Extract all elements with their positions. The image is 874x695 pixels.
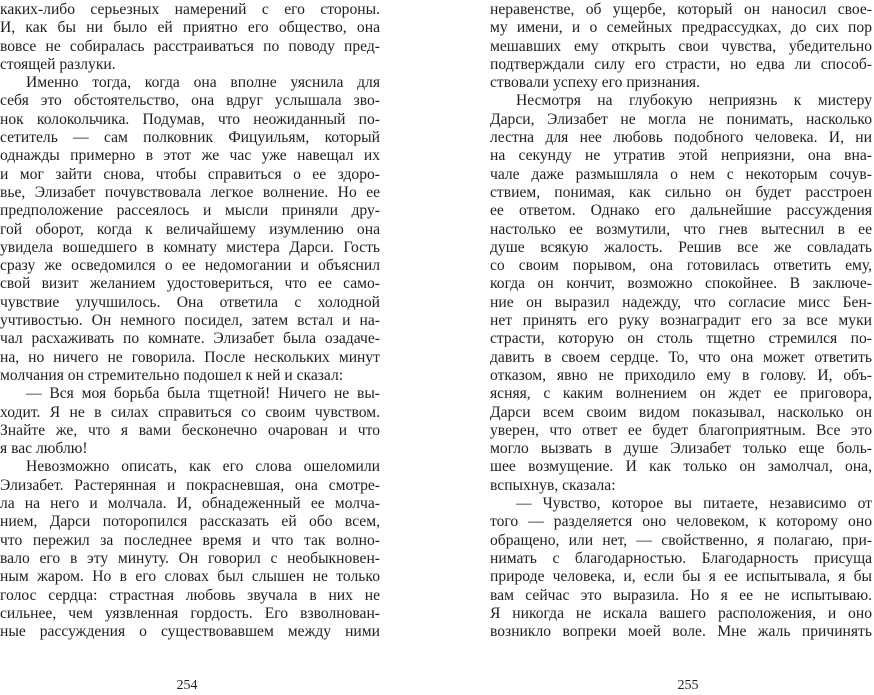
text-line: молчания он стремительно подошел к ней и сказал:: [0, 366, 344, 384]
text-line: ние он выразил надежду, что согласие мисс Бен-: [490, 293, 872, 311]
text-line: чувствие улучшилось. Она ответила с холодной: [0, 293, 380, 311]
paragraph: [490, 1, 872, 92]
text-line: вье, Элизабет почувствовала легкое волнение. Но ее: [0, 183, 380, 201]
text-line: настолько ее возмутили, что гнев вытеснил в ее: [490, 220, 872, 238]
text-line: ходит. Я не в силах справиться со своим чувством.: [0, 403, 380, 421]
text-line: возникло вопреки моей воле. Мне жаль причинять: [490, 623, 872, 641]
text-line: — Вся моя борьба была тщетной! Ничего не вы-: [26, 385, 380, 403]
text-line: стоящей разлуки.: [0, 55, 116, 73]
text-line: природе человека, и, если бы я ее испытывала, я бы: [490, 568, 872, 586]
text-line: со своим порывом, она готовилась ответить ему,: [490, 257, 872, 275]
page-number-left: 254: [176, 678, 198, 693]
text-line: обращено, или нет, — свойственно, я полагаю, при-: [490, 531, 872, 549]
text-line: учтивостью. Он немного посидел, затем встал и на-: [0, 312, 380, 330]
paragraph: [0, 74, 380, 385]
text-line: Несмотря на глубокую неприязнь к мистеру: [516, 92, 872, 110]
paragraph: [0, 385, 380, 458]
text-line: чал расхаживать по комнате. Элизабет была озадаче-: [0, 330, 380, 348]
text-line: ла на него и молчала. И, обнадеженный ее молча-: [0, 495, 380, 513]
text-line: вало его в эту минуту. Он говорил с необыкновен-: [0, 549, 380, 567]
text-line: что пережил за последнее время и что так волно-: [0, 531, 380, 549]
text-line: на, но ничего не говорила. После нескольких минут: [0, 348, 380, 366]
text-line: вовсе не собиралась расстраиваться по поводу пред-: [0, 37, 380, 55]
text-line: лестна для нее любовь подобного человека. И, ни: [490, 129, 872, 147]
text-line: Я никогда не искала вашего расположения, и оно: [490, 604, 872, 622]
text-line: ным жаром. Но в его словах был слышен не только: [0, 568, 380, 586]
paragraph: [490, 92, 872, 495]
text-line: сетитель — сам полковник Фицуильям, который: [0, 129, 380, 147]
text-line: нок колокольчика. Подумав, что неожиданный по-: [0, 110, 380, 128]
paragraph: [0, 1, 380, 74]
text-line: увидела вошедшего в комнату мистера Дарси. Гость: [0, 238, 380, 256]
text-line: предположение рассеялось и мысли приняли дру-: [0, 202, 380, 220]
text-line: однажды примерно в этот же час уже навещал их: [0, 147, 380, 165]
text-line: ясняя, с каким волнением он ждет ее приговора,: [490, 385, 872, 403]
text-line: му имени, и о семейных предрассудках, до сих пор: [490, 19, 872, 37]
text-line: гой оборот, когда к величайшему изумлению она: [0, 220, 380, 238]
text-line: шее возмущение. И как только он замолчал, она,: [490, 458, 872, 476]
text-line: каких-либо серьезных намерений с его стороны.: [0, 1, 380, 18]
text-line: могло вызвать в душе Элизабет только еще боль-: [490, 440, 872, 458]
text-line: вспыхнув, сказала:: [490, 476, 616, 494]
text-line: Знайте же, что я вами бесконечно очарован и что: [0, 421, 380, 439]
text-line: Невозможно описать, как его слова ошеломили: [26, 458, 380, 476]
text-line: уверен, что ответ ее будет благоприятным. Все это: [490, 421, 872, 439]
text-line: страсти, которую он столь тщетно стремился по-: [490, 330, 872, 348]
text-line: и мог зайти снова, чтобы справиться о ее здоро-: [0, 165, 380, 183]
text-line: — Чувство, которое вы питаете, независимо от: [516, 495, 872, 513]
text-line: нет принять его руку вознаградит его за все муки: [490, 312, 872, 330]
left-page-text: [0, 1, 380, 641]
text-line: сильнее, чем уязвленная гордость. Его взволнован-: [0, 604, 380, 622]
text-line: вам сейчас это выразила. Но я ее не испытываю.: [490, 586, 872, 604]
text-line: отказом, явно не приходило ему в голову. И, объ-: [490, 366, 872, 384]
text-line: нимать с благодарностью. Благодарность присуща: [490, 549, 872, 567]
text-line: когда он кончит, возможно спокойнее. В заключе-: [490, 275, 872, 293]
text-line: чале даже размышляла о нем с некоторым сочув-: [490, 165, 872, 183]
text-line: нием, Дарси поторопился рассказать ей обо всем,: [0, 513, 380, 531]
right-page-text: [490, 1, 872, 641]
paragraph: [490, 495, 872, 641]
text-line: душе всякую жалость. Решив все же совладать: [490, 238, 872, 256]
text-line: неравенстве, об ущербе, который он наносил свое-: [490, 1, 872, 18]
text-line: подтверждали силу его страсти, но едва ли способ-: [490, 55, 872, 73]
text-line: голос сердца: страстная любовь звучала в них не: [0, 586, 380, 604]
text-line: ее ответом. Однако его дальнейшие рассуждения: [490, 202, 872, 220]
text-line: давить в своем сердце. То, что она может ответить: [490, 348, 872, 366]
text-line: Именно тогда, когда она вполне уяснила для: [26, 74, 380, 92]
text-line: ные рассуждения о существовавшем между ними: [0, 623, 380, 641]
text-line: себя это обстоятельство, она вдруг услышала зво-: [0, 92, 380, 110]
text-line: Элизабет. Растерянная и покрасневшая, она смотре-: [0, 476, 380, 494]
text-line: того — разделяется оно человеком, к которому оно: [490, 513, 872, 531]
text-line: я вас люблю!: [0, 440, 88, 458]
text-line: Дарси всем своим видом показывал, насколько он: [490, 403, 872, 421]
text-line: И, как бы ни было ей приятно его общество, она: [0, 19, 380, 37]
text-line: Дарси, Элизабет не могла не понимать, насколько: [490, 110, 872, 128]
text-line: на секунду не утратив этой неприязни, она вна-: [490, 147, 872, 165]
page-number-right: 255: [677, 678, 699, 693]
paragraph: [0, 458, 380, 641]
text-line: свой визит желанием удостовериться, что ее само-: [0, 275, 380, 293]
text-line: мешавших ему открыть свои чувства, убедительно: [490, 37, 872, 55]
text-line: сразу же осведомился о ее недомогании и объяснил: [0, 257, 380, 275]
text-line: ствием, понимая, как сильно он будет расстроен: [490, 183, 872, 201]
text-line: ствовали успеху его признания.: [490, 74, 701, 92]
